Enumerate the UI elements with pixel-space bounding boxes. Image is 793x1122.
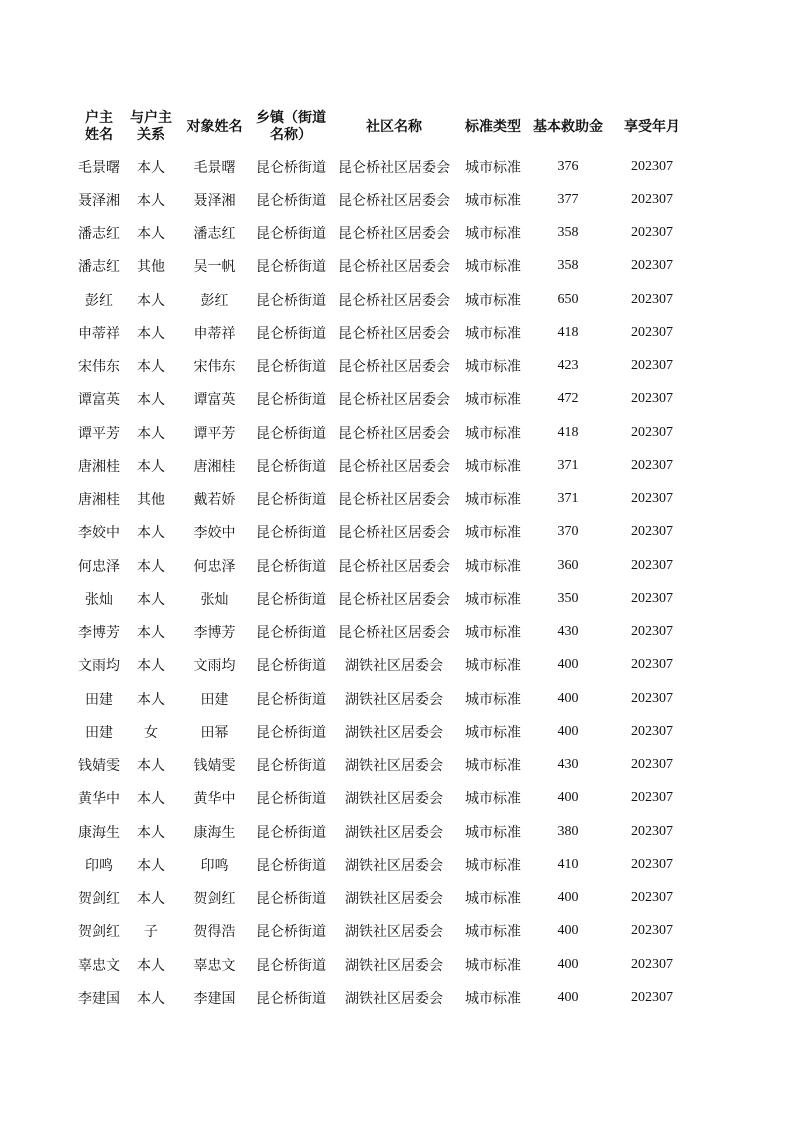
column-header-label bbox=[624, 119, 680, 136]
cell-period: 202307 bbox=[631, 624, 673, 640]
cell-community: 湖铁社区居委会 bbox=[345, 891, 443, 908]
table-row bbox=[73, 283, 696, 316]
cell-head: 李建国 bbox=[78, 990, 120, 1007]
cell-head: 潘志红 bbox=[78, 259, 120, 276]
cell-amount: 400 bbox=[557, 989, 579, 1005]
cell-community: 昆仑桥社区居委会 bbox=[338, 392, 450, 409]
cell-rel: 本人 bbox=[137, 558, 165, 575]
cell-community: 湖铁社区居委会 bbox=[345, 658, 443, 675]
cell-rel: 女 bbox=[144, 724, 158, 741]
cell-type: 城市标准 bbox=[465, 924, 521, 941]
cell-period: 202307 bbox=[631, 258, 673, 274]
cell-rel: 本人 bbox=[137, 791, 165, 808]
cell-type: 城市标准 bbox=[465, 192, 521, 209]
cell-community: 昆仑桥社区居委会 bbox=[338, 159, 450, 176]
cell-rel: 本人 bbox=[137, 192, 165, 209]
cell-amount: 400 bbox=[557, 690, 579, 706]
table-row bbox=[73, 649, 696, 682]
cell-amount: 410 bbox=[557, 856, 579, 872]
table-row bbox=[73, 715, 696, 748]
cell-community: 昆仑桥社区居委会 bbox=[338, 525, 450, 542]
cell-community: 昆仑桥社区居委会 bbox=[338, 325, 450, 342]
cell-community: 昆仑桥社区居委会 bbox=[338, 425, 450, 442]
cell-type: 城市标准 bbox=[465, 492, 521, 509]
cell-amount: 376 bbox=[557, 158, 579, 174]
cell-community: 昆仑桥社区居委会 bbox=[338, 558, 450, 575]
column-header-period bbox=[608, 104, 696, 150]
column-header-label bbox=[533, 119, 603, 136]
cell-community: 昆仑桥社区居委会 bbox=[338, 226, 450, 243]
cell-town: 昆仑桥街道 bbox=[256, 558, 326, 575]
cell-rel: 本人 bbox=[137, 990, 165, 1007]
cell-amount: 371 bbox=[557, 457, 579, 473]
column-header-name bbox=[177, 104, 252, 150]
table-row bbox=[73, 183, 696, 216]
cell-type: 城市标准 bbox=[465, 791, 521, 808]
column-header-line2: 名称） bbox=[270, 127, 312, 143]
cell-rel: 本人 bbox=[137, 625, 165, 642]
cell-head: 钱婧雯 bbox=[78, 758, 120, 775]
cell-head: 潘志红 bbox=[78, 226, 120, 243]
cell-amount: 400 bbox=[557, 956, 579, 972]
table-row bbox=[73, 516, 696, 549]
cell-community: 湖铁社区居委会 bbox=[345, 791, 443, 808]
column-header-line2: 姓名 bbox=[85, 127, 113, 143]
cell-name: 申蒂祥 bbox=[193, 325, 236, 342]
cell-town: 昆仑桥街道 bbox=[256, 791, 326, 808]
cell-name: 田幂 bbox=[200, 724, 229, 741]
table-row bbox=[73, 217, 696, 250]
cell-type: 城市标准 bbox=[465, 591, 521, 608]
cell-amount: 360 bbox=[557, 557, 579, 573]
cell-town: 昆仑桥街道 bbox=[256, 758, 326, 775]
column-header-label bbox=[256, 110, 326, 144]
cell-name: 何忠泽 bbox=[193, 558, 236, 575]
cell-type: 城市标准 bbox=[465, 891, 521, 908]
cell-rel: 本人 bbox=[137, 891, 165, 908]
cell-head: 文雨均 bbox=[78, 658, 120, 675]
cell-type: 城市标准 bbox=[465, 325, 521, 342]
cell-town: 昆仑桥街道 bbox=[256, 192, 326, 209]
cell-period: 202307 bbox=[631, 524, 673, 540]
cell-head: 黄华中 bbox=[78, 791, 120, 808]
column-header-town bbox=[252, 104, 330, 150]
table-row bbox=[73, 250, 696, 283]
table-row bbox=[73, 582, 696, 615]
cell-name: 谭富英 bbox=[193, 392, 236, 409]
cell-name: 潘志红 bbox=[193, 226, 236, 243]
cell-name: 贺剑红 bbox=[193, 891, 236, 908]
cell-head: 田建 bbox=[85, 691, 113, 708]
column-header-label bbox=[85, 110, 113, 144]
cell-period: 202307 bbox=[631, 723, 673, 739]
column-header-rel bbox=[125, 104, 177, 150]
cell-amount: 400 bbox=[557, 657, 579, 673]
cell-name: 宋伟东 bbox=[193, 359, 236, 376]
cell-head: 唐湘桂 bbox=[78, 458, 120, 475]
cell-head: 何忠泽 bbox=[78, 558, 120, 575]
cell-name: 文雨均 bbox=[193, 658, 236, 675]
cell-period: 202307 bbox=[631, 191, 673, 207]
cell-type: 城市标准 bbox=[465, 159, 521, 176]
cell-head: 彭红 bbox=[85, 292, 113, 309]
cell-rel: 本人 bbox=[137, 658, 165, 675]
table-header bbox=[73, 104, 696, 150]
cell-rel: 本人 bbox=[137, 525, 165, 542]
cell-type: 城市标准 bbox=[465, 259, 521, 276]
cell-name: 唐湘桂 bbox=[193, 458, 236, 475]
cell-community: 昆仑桥社区居委会 bbox=[338, 259, 450, 276]
cell-rel: 本人 bbox=[137, 359, 165, 376]
table-row bbox=[73, 549, 696, 582]
cell-period: 202307 bbox=[631, 690, 673, 706]
cell-town: 昆仑桥街道 bbox=[256, 458, 326, 475]
column-header-line1: 基本救助金 bbox=[533, 118, 603, 135]
cell-type: 城市标准 bbox=[465, 658, 521, 675]
cell-type: 城市标准 bbox=[465, 824, 521, 841]
cell-type: 城市标准 bbox=[465, 558, 521, 575]
cell-rel: 本人 bbox=[137, 591, 165, 608]
cell-rel: 本人 bbox=[137, 425, 165, 442]
cell-period: 202307 bbox=[631, 424, 673, 440]
cell-name: 印鸣 bbox=[200, 857, 229, 874]
cell-name: 聂泽湘 bbox=[193, 192, 236, 209]
cell-name: 辜忠文 bbox=[193, 957, 236, 974]
cell-community: 昆仑桥社区居委会 bbox=[338, 192, 450, 209]
cell-type: 城市标准 bbox=[465, 990, 521, 1007]
column-header-amount bbox=[528, 104, 608, 150]
cell-name: 贺得浩 bbox=[193, 924, 236, 941]
column-header-line1: 与户主 bbox=[130, 110, 172, 126]
cell-community: 湖铁社区居委会 bbox=[345, 957, 443, 974]
cell-amount: 400 bbox=[557, 890, 579, 906]
cell-town: 昆仑桥街道 bbox=[256, 359, 326, 376]
cell-rel: 本人 bbox=[137, 857, 165, 874]
cell-type: 城市标准 bbox=[465, 458, 521, 475]
cell-type: 城市标准 bbox=[465, 525, 521, 542]
cell-period: 202307 bbox=[631, 324, 673, 340]
cell-community: 昆仑桥社区居委会 bbox=[338, 625, 450, 642]
cell-type: 城市标准 bbox=[465, 691, 521, 708]
column-header-label bbox=[130, 110, 172, 144]
cell-amount: 430 bbox=[557, 757, 579, 773]
cell-head: 贺剑红 bbox=[78, 924, 120, 941]
column-header-line1: 乡镇（街道 bbox=[256, 110, 326, 126]
cell-period: 202307 bbox=[631, 790, 673, 806]
cell-head: 李姣中 bbox=[78, 525, 120, 542]
cell-amount: 371 bbox=[557, 491, 579, 507]
cell-town: 昆仑桥街道 bbox=[256, 724, 326, 741]
cell-town: 昆仑桥街道 bbox=[256, 591, 326, 608]
cell-amount: 418 bbox=[557, 324, 579, 340]
table-row bbox=[73, 449, 696, 482]
cell-community: 湖铁社区居委会 bbox=[345, 924, 443, 941]
cell-period: 202307 bbox=[631, 923, 673, 939]
cell-head: 谭富英 bbox=[78, 392, 120, 409]
table-row bbox=[73, 948, 696, 981]
cell-community: 湖铁社区居委会 bbox=[345, 857, 443, 874]
table-row bbox=[73, 815, 696, 848]
cell-head: 辜忠文 bbox=[78, 957, 120, 974]
table-row bbox=[73, 616, 696, 649]
column-header-label bbox=[366, 119, 422, 136]
cell-amount: 350 bbox=[557, 590, 579, 606]
cell-rel: 本人 bbox=[137, 226, 165, 243]
cell-head: 印鸣 bbox=[85, 857, 113, 874]
cell-town: 昆仑桥街道 bbox=[256, 392, 326, 409]
cell-name: 康海生 bbox=[193, 824, 236, 841]
table-row bbox=[73, 383, 696, 416]
column-header-line1: 社区名称 bbox=[366, 118, 422, 135]
cell-amount: 370 bbox=[557, 524, 579, 540]
cell-town: 昆仑桥街道 bbox=[256, 259, 326, 276]
cell-name: 黄华中 bbox=[193, 791, 236, 808]
column-header-head bbox=[73, 104, 125, 150]
cell-rel: 本人 bbox=[137, 159, 165, 176]
column-header-line1: 对象姓名 bbox=[186, 118, 243, 135]
cell-period: 202307 bbox=[631, 890, 673, 906]
cell-period: 202307 bbox=[631, 491, 673, 507]
cell-amount: 650 bbox=[557, 291, 579, 307]
cell-name: 谭平芳 bbox=[193, 425, 236, 442]
cell-type: 城市标准 bbox=[465, 425, 521, 442]
cell-rel: 本人 bbox=[137, 392, 165, 409]
cell-rel: 本人 bbox=[137, 824, 165, 841]
column-header-line2: 关系 bbox=[137, 127, 165, 143]
cell-head: 田建 bbox=[85, 724, 113, 741]
cell-name: 吴一帆 bbox=[193, 259, 236, 276]
cell-name: 张灿 bbox=[200, 591, 229, 608]
table-row bbox=[73, 782, 696, 815]
cell-town: 昆仑桥街道 bbox=[256, 159, 326, 176]
cell-amount: 377 bbox=[557, 191, 579, 207]
cell-town: 昆仑桥街道 bbox=[256, 957, 326, 974]
cell-head: 谭平芳 bbox=[78, 425, 120, 442]
cell-type: 城市标准 bbox=[465, 758, 521, 775]
column-header-label bbox=[187, 119, 243, 136]
cell-rel: 本人 bbox=[137, 458, 165, 475]
column-header-label bbox=[465, 119, 521, 136]
cell-type: 城市标准 bbox=[465, 392, 521, 409]
cell-name: 毛景曙 bbox=[193, 159, 236, 176]
header-row bbox=[73, 104, 696, 150]
table-row bbox=[73, 416, 696, 449]
cell-town: 昆仑桥街道 bbox=[256, 891, 326, 908]
cell-town: 昆仑桥街道 bbox=[256, 824, 326, 841]
table-row bbox=[73, 981, 696, 1014]
cell-amount: 400 bbox=[557, 790, 579, 806]
cell-community: 昆仑桥社区居委会 bbox=[338, 492, 450, 509]
cell-period: 202307 bbox=[631, 557, 673, 573]
cell-amount: 418 bbox=[557, 424, 579, 440]
cell-rel: 子 bbox=[144, 924, 158, 941]
cell-community: 昆仑桥社区居委会 bbox=[338, 591, 450, 608]
cell-community: 湖铁社区居委会 bbox=[345, 824, 443, 841]
cell-name: 李建国 bbox=[193, 990, 236, 1007]
table-row bbox=[73, 316, 696, 349]
cell-community: 湖铁社区居委会 bbox=[345, 990, 443, 1007]
cell-town: 昆仑桥街道 bbox=[256, 625, 326, 642]
cell-town: 昆仑桥街道 bbox=[256, 658, 326, 675]
cell-period: 202307 bbox=[631, 757, 673, 773]
assistance-table bbox=[73, 104, 696, 1015]
column-header-line1: 享受年月 bbox=[624, 118, 680, 135]
cell-type: 城市标准 bbox=[465, 625, 521, 642]
table-row bbox=[73, 915, 696, 948]
cell-amount: 423 bbox=[557, 358, 579, 374]
cell-name: 戴若娇 bbox=[193, 492, 236, 509]
cell-type: 城市标准 bbox=[465, 724, 521, 741]
cell-period: 202307 bbox=[631, 158, 673, 174]
cell-rel: 本人 bbox=[137, 292, 165, 309]
cell-community: 湖铁社区居委会 bbox=[345, 758, 443, 775]
table-row bbox=[73, 682, 696, 715]
cell-head: 申蒂祥 bbox=[78, 325, 120, 342]
cell-community: 湖铁社区居委会 bbox=[345, 691, 443, 708]
table-row bbox=[73, 150, 696, 183]
cell-period: 202307 bbox=[631, 225, 673, 241]
table-row bbox=[73, 882, 696, 915]
cell-rel: 其他 bbox=[137, 259, 165, 276]
cell-period: 202307 bbox=[631, 823, 673, 839]
table-row bbox=[73, 350, 696, 383]
table-body bbox=[73, 150, 696, 1015]
cell-community: 湖铁社区居委会 bbox=[345, 724, 443, 741]
table-row bbox=[73, 749, 696, 782]
cell-amount: 400 bbox=[557, 723, 579, 739]
cell-town: 昆仑桥街道 bbox=[256, 691, 326, 708]
cell-town: 昆仑桥街道 bbox=[256, 425, 326, 442]
cell-name: 李姣中 bbox=[193, 525, 236, 542]
cell-head: 李博芳 bbox=[78, 625, 120, 642]
cell-period: 202307 bbox=[631, 457, 673, 473]
cell-rel: 本人 bbox=[137, 325, 165, 342]
cell-period: 202307 bbox=[631, 956, 673, 972]
cell-town: 昆仑桥街道 bbox=[256, 226, 326, 243]
cell-head: 张灿 bbox=[85, 591, 113, 608]
cell-head: 康海生 bbox=[78, 824, 120, 841]
cell-head: 聂泽湘 bbox=[78, 192, 120, 209]
cell-type: 城市标准 bbox=[465, 957, 521, 974]
cell-amount: 400 bbox=[557, 923, 579, 939]
cell-period: 202307 bbox=[631, 989, 673, 1005]
cell-town: 昆仑桥街道 bbox=[256, 325, 326, 342]
cell-period: 202307 bbox=[631, 358, 673, 374]
cell-amount: 430 bbox=[557, 624, 579, 640]
cell-period: 202307 bbox=[631, 291, 673, 307]
cell-town: 昆仑桥街道 bbox=[256, 990, 326, 1007]
cell-rel: 本人 bbox=[137, 957, 165, 974]
cell-period: 202307 bbox=[631, 590, 673, 606]
cell-name: 田建 bbox=[200, 691, 229, 708]
cell-name: 彭红 bbox=[200, 292, 229, 309]
cell-type: 城市标准 bbox=[465, 359, 521, 376]
cell-community: 昆仑桥社区居委会 bbox=[338, 292, 450, 309]
column-header-line1: 户主 bbox=[85, 110, 113, 126]
cell-town: 昆仑桥街道 bbox=[256, 525, 326, 542]
cell-head: 贺剑红 bbox=[78, 891, 120, 908]
cell-community: 昆仑桥社区居委会 bbox=[338, 359, 450, 376]
cell-type: 城市标准 bbox=[465, 292, 521, 309]
cell-period: 202307 bbox=[631, 657, 673, 673]
column-header-line1: 标准类型 bbox=[465, 118, 521, 135]
cell-town: 昆仑桥街道 bbox=[256, 292, 326, 309]
cell-head: 宋伟东 bbox=[78, 359, 120, 376]
cell-head: 唐湘桂 bbox=[78, 492, 120, 509]
cell-period: 202307 bbox=[631, 391, 673, 407]
cell-amount: 472 bbox=[557, 391, 579, 407]
cell-name: 李博芳 bbox=[193, 625, 236, 642]
cell-head: 毛景曙 bbox=[78, 159, 120, 176]
table-row bbox=[73, 483, 696, 516]
cell-rel: 本人 bbox=[137, 691, 165, 708]
cell-name: 钱婧雯 bbox=[193, 758, 236, 775]
cell-amount: 380 bbox=[557, 823, 579, 839]
cell-town: 昆仑桥街道 bbox=[256, 492, 326, 509]
cell-town: 昆仑桥街道 bbox=[256, 924, 326, 941]
cell-town: 昆仑桥街道 bbox=[256, 857, 326, 874]
cell-type: 城市标准 bbox=[465, 226, 521, 243]
column-header-community bbox=[330, 104, 458, 150]
column-header-type bbox=[458, 104, 528, 150]
cell-community: 昆仑桥社区居委会 bbox=[338, 458, 450, 475]
cell-rel: 其他 bbox=[137, 492, 165, 509]
cell-amount: 358 bbox=[557, 258, 579, 274]
cell-period: 202307 bbox=[631, 856, 673, 872]
cell-type: 城市标准 bbox=[465, 857, 521, 874]
cell-amount: 358 bbox=[557, 225, 579, 241]
cell-rel: 本人 bbox=[137, 758, 165, 775]
table-row bbox=[73, 848, 696, 881]
